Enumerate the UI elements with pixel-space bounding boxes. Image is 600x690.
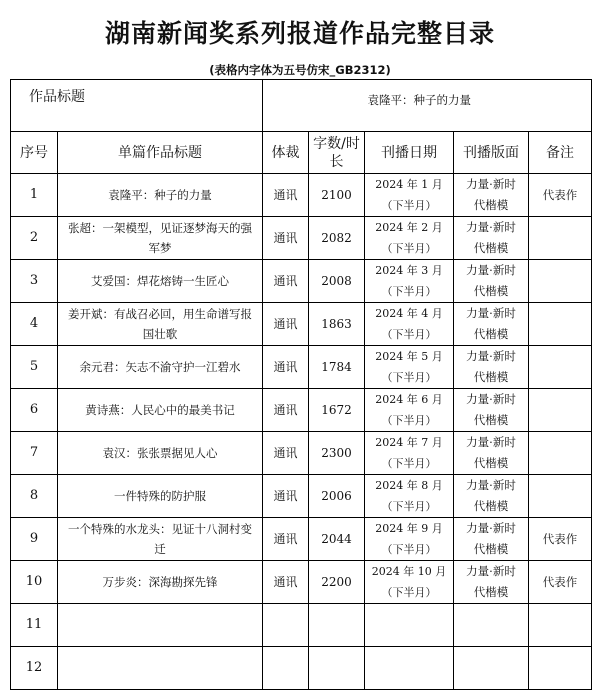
cell-column [454, 389, 529, 432]
cell-date [365, 475, 454, 518]
page-title: 湖南新闻奖系列报道作品完整目录 [104, 19, 495, 48]
cell-words [309, 604, 365, 647]
cell-seq [11, 346, 58, 389]
seq-text: 4 [29, 316, 39, 331]
cell-remark [529, 260, 592, 303]
cell-title [58, 647, 263, 690]
cell-remark [529, 518, 592, 561]
cell-remark [529, 217, 592, 260]
cell-words [309, 432, 365, 475]
cell-words [309, 303, 365, 346]
table-row [11, 561, 592, 604]
cell-column [454, 475, 529, 518]
date-half: （下半月） [381, 371, 437, 384]
column-line1: 力量·新时 [466, 392, 516, 406]
cell-seq [11, 475, 58, 518]
table-row [11, 604, 592, 647]
words-text: 2082 [321, 231, 352, 245]
column-line2: 代楷模 [473, 284, 509, 298]
cell-title [58, 432, 263, 475]
table-row [11, 389, 592, 432]
title-text: 袁汉：张张票据见人心 [102, 446, 218, 460]
table-row [11, 647, 592, 690]
cell-genre [263, 432, 309, 475]
seq-text: 2 [29, 230, 39, 245]
cell-title [58, 217, 263, 260]
cell-column [454, 217, 529, 260]
header-title: 单篇作品标题 [58, 132, 263, 174]
cell-remark [529, 346, 592, 389]
title-text: 余元君：矢志不渝守护一江碧水 [79, 360, 241, 374]
cell-genre [263, 604, 309, 647]
seq-text: 11 [25, 617, 43, 632]
remark-text: 代表作 [542, 188, 578, 202]
cell-date [365, 389, 454, 432]
header-date: 刊播日期 [365, 132, 454, 174]
cell-date [365, 174, 454, 217]
column-line1: 力量·新时 [466, 521, 516, 535]
table-row [11, 432, 592, 475]
cell-genre [263, 518, 309, 561]
cell-seq [11, 561, 58, 604]
cell-words [309, 475, 365, 518]
genre-text: 通讯 [273, 231, 298, 245]
cell-column [454, 561, 529, 604]
title-text: 一个特殊的水龙头：见证十八洞村变迁 [68, 522, 252, 556]
seq-text: 3 [29, 273, 39, 288]
cell-words [309, 260, 365, 303]
column-line2: 代楷模 [473, 241, 509, 255]
date-half: （下半月） [381, 500, 437, 513]
title-text: 黄诗燕：人民心中的最美书记 [85, 403, 235, 417]
cell-column [454, 174, 529, 217]
seq-text: 1 [29, 187, 39, 202]
date-month: 2024 年 1 月 [375, 178, 443, 191]
words-text: 2044 [321, 532, 352, 546]
table-row [11, 217, 592, 260]
cell-genre [263, 260, 309, 303]
cell-remark [529, 604, 592, 647]
header-seq: 序号 [11, 132, 58, 174]
work-title-row [11, 80, 592, 132]
cell-column [454, 518, 529, 561]
title-text: 袁隆平：种子的力量 [108, 188, 212, 202]
cell-date [365, 346, 454, 389]
genre-text: 通讯 [273, 317, 298, 331]
seq-text: 5 [29, 359, 39, 374]
cell-date [365, 303, 454, 346]
cell-genre [263, 647, 309, 690]
seq-text: 10 [25, 574, 43, 589]
cell-remark [529, 389, 592, 432]
date-month: 2024 年 7 月 [375, 436, 443, 449]
cell-column [454, 432, 529, 475]
words-text: 1863 [321, 317, 352, 331]
table-row [11, 260, 592, 303]
date-month: 2024 年 2 月 [375, 221, 443, 234]
header-column: 刊播版面 [454, 132, 529, 174]
genre-text: 通讯 [273, 188, 298, 202]
date-half: （下半月） [381, 586, 437, 599]
cell-genre [263, 217, 309, 260]
column-line2: 代楷模 [473, 456, 509, 470]
work-title-label: 作品标题 [11, 80, 263, 132]
words-text: 2100 [321, 188, 352, 202]
column-line2: 代楷模 [473, 585, 509, 599]
table-row [11, 303, 592, 346]
genre-text: 通讯 [273, 489, 298, 503]
works-table [10, 79, 592, 690]
date-month: 2024 年 3 月 [375, 264, 443, 277]
column-line2: 代楷模 [473, 370, 509, 384]
cell-column [454, 604, 529, 647]
cell-title [58, 260, 263, 303]
column-line2: 代楷模 [473, 198, 509, 212]
cell-date [365, 217, 454, 260]
cell-genre [263, 561, 309, 604]
column-line1: 力量·新时 [466, 177, 516, 191]
column-line2: 代楷模 [473, 499, 509, 513]
genre-text: 通讯 [273, 403, 298, 417]
cell-title [58, 389, 263, 432]
words-text: 1672 [321, 403, 352, 417]
title-text: 艾爱国：焊花熔铸一生匠心 [91, 274, 229, 288]
cell-remark [529, 303, 592, 346]
cell-date [365, 561, 454, 604]
column-line1: 力量·新时 [466, 349, 516, 363]
date-half: （下半月） [381, 242, 437, 255]
date-half: （下半月） [381, 199, 437, 212]
header-words: 字数/时长 [309, 132, 365, 174]
header-remark: 备注 [529, 132, 592, 174]
cell-remark [529, 174, 592, 217]
remark-text: 代表作 [542, 532, 578, 546]
table-row [11, 346, 592, 389]
cell-date [365, 647, 454, 690]
genre-text: 通讯 [273, 532, 298, 546]
seq-text: 8 [29, 488, 39, 503]
column-line2: 代楷模 [473, 413, 509, 427]
genre-text: 通讯 [273, 446, 298, 460]
cell-words [309, 561, 365, 604]
cell-words [309, 174, 365, 217]
work-title-value: 袁隆平：种子的力量 [263, 80, 592, 132]
cell-remark [529, 561, 592, 604]
words-text: 2200 [321, 575, 352, 589]
date-month: 2024 年 4 月 [375, 307, 443, 320]
cell-genre [263, 346, 309, 389]
seq-text: 7 [29, 445, 39, 460]
words-text: 2300 [321, 446, 352, 460]
date-half: （下半月） [381, 285, 437, 298]
seq-text: 9 [29, 531, 39, 546]
genre-text: 通讯 [273, 360, 298, 374]
cell-seq [11, 260, 58, 303]
cell-words [309, 389, 365, 432]
date-month: 2024 年 9 月 [375, 522, 443, 535]
words-text: 2006 [321, 489, 352, 503]
date-month: 2024 年 5 月 [375, 350, 443, 363]
column-line1: 力量·新时 [466, 564, 516, 578]
table-row [11, 174, 592, 217]
cell-seq [11, 518, 58, 561]
cell-seq [11, 303, 58, 346]
title-text: 张超：一架模型，见证逐梦海天的强军梦 [68, 221, 252, 255]
column-line2: 代楷模 [473, 542, 509, 556]
cell-date [365, 432, 454, 475]
cell-seq [11, 647, 58, 690]
cell-title [58, 303, 263, 346]
cell-words [309, 346, 365, 389]
font-note: (表格内字体为五号仿宋_GB2312) [209, 63, 391, 77]
column-line1: 力量·新时 [466, 263, 516, 277]
table-row [11, 518, 592, 561]
cell-column [454, 303, 529, 346]
cell-date [365, 604, 454, 647]
cell-date [365, 518, 454, 561]
title-text: 万步炎：深海勘探先锋 [102, 575, 218, 589]
cell-seq [11, 432, 58, 475]
cell-title [58, 346, 263, 389]
words-text: 2008 [321, 274, 352, 288]
date-half: （下半月） [381, 457, 437, 470]
cell-words [309, 647, 365, 690]
remark-text: 代表作 [542, 575, 578, 589]
column-line1: 力量·新时 [466, 478, 516, 492]
date-half: （下半月） [381, 328, 437, 341]
genre-text: 通讯 [273, 575, 298, 589]
cell-remark [529, 475, 592, 518]
cell-column [454, 346, 529, 389]
column-line2: 代楷模 [473, 327, 509, 341]
cell-seq [11, 389, 58, 432]
cell-title [58, 518, 263, 561]
column-line1: 力量·新时 [466, 220, 516, 234]
words-text: 1784 [321, 360, 352, 374]
cell-title [58, 174, 263, 217]
cell-genre [263, 303, 309, 346]
cell-seq [11, 174, 58, 217]
date-month: 2024 年 8 月 [375, 479, 443, 492]
cell-title [58, 604, 263, 647]
column-line1: 力量·新时 [466, 306, 516, 320]
header-genre: 体裁 [263, 132, 309, 174]
cell-genre [263, 389, 309, 432]
cell-column [454, 647, 529, 690]
date-half: （下半月） [381, 414, 437, 427]
cell-words [309, 518, 365, 561]
cell-seq [11, 217, 58, 260]
date-month: 2024 年 10 月 [371, 565, 447, 578]
cell-genre [263, 475, 309, 518]
column-line1: 力量·新时 [466, 435, 516, 449]
table-row [11, 475, 592, 518]
cell-title [58, 561, 263, 604]
cell-remark [529, 432, 592, 475]
title-text: 一件特殊的防护服 [114, 489, 206, 503]
cell-date [365, 260, 454, 303]
cell-genre [263, 174, 309, 217]
date-month: 2024 年 6 月 [375, 393, 443, 406]
header-row [11, 132, 592, 174]
title-text: 姜开斌：有战召必回，用生命谱写报国壮歌 [68, 307, 252, 341]
date-half: （下半月） [381, 543, 437, 556]
cell-title [58, 475, 263, 518]
seq-text: 12 [25, 660, 43, 675]
seq-text: 6 [29, 402, 39, 417]
cell-seq [11, 604, 58, 647]
genre-text: 通讯 [273, 274, 298, 288]
cell-column [454, 260, 529, 303]
cell-remark [529, 647, 592, 690]
cell-words [309, 217, 365, 260]
